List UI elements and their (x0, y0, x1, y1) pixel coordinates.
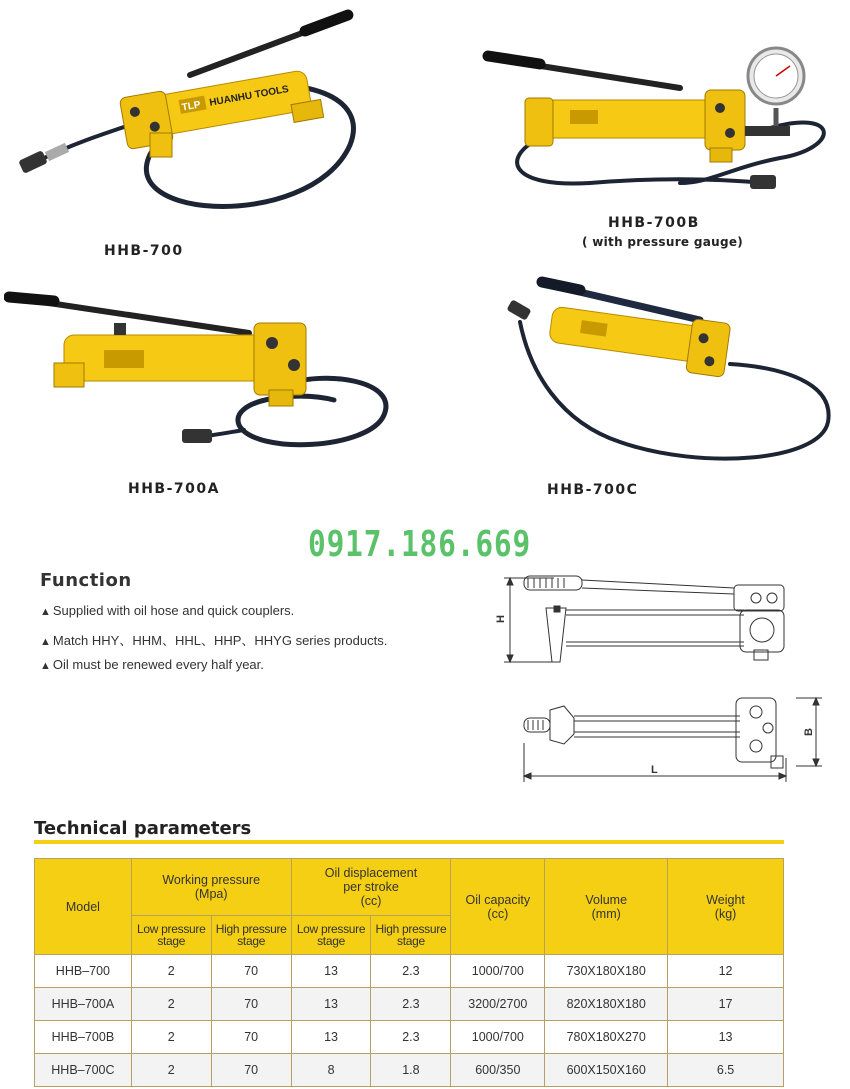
header-high-pressure-stage: High pressure stage (211, 916, 291, 955)
triangle-bullet-icon: ▲ (40, 636, 51, 648)
cell-low-pressure: 2 (131, 955, 211, 988)
header-high-pressure-stage: High pressure stage (371, 916, 451, 955)
cell-high-pressure: 70 (211, 955, 291, 988)
cell-model: HHB–700B (35, 1021, 132, 1054)
table-row (35, 955, 784, 988)
cell-weight: 13 (668, 1021, 784, 1054)
function-item-text: Match HHY、HHM、HHL、HHP、HHYG series products. (52, 633, 388, 648)
header-volume: Volume (mm) (545, 859, 668, 955)
cell-low-displacement: 8 (291, 1054, 371, 1087)
dimension-label-h: H (495, 615, 507, 623)
cell-high-displacement: 2.3 (371, 955, 451, 988)
cell-volume: 600X150X160 (545, 1054, 668, 1087)
cell-model: HHB–700A (35, 988, 132, 1021)
cell-weight: 12 (668, 955, 784, 988)
cell-oil-capacity: 3200/2700 (451, 988, 545, 1021)
header-low-pressure-stage: Low pressure stage (131, 916, 211, 955)
table-row (35, 1021, 784, 1054)
header-oil-capacity: Oil capacity (cc) (451, 859, 545, 955)
cell-high-displacement: 2.3 (371, 1021, 451, 1054)
cell-volume: 780X180X270 (545, 1021, 668, 1054)
cell-high-displacement: 1.8 (371, 1054, 451, 1087)
brand-tag: TLP (181, 99, 202, 114)
dimension-drawing-top-view (516, 688, 832, 788)
cell-oil-capacity: 1000/700 (451, 1021, 545, 1054)
product-image-hhb-700a (4, 285, 404, 460)
contact-phone-number[interactable]: 0917.186.669 (308, 524, 532, 565)
product-image-hhb-700 (10, 5, 360, 235)
product-caption-hhb-700a: HHB-700A (128, 481, 220, 497)
cell-oil-capacity: 1000/700 (451, 955, 545, 988)
product-caption-hhb-700: HHB-700 (104, 243, 184, 259)
header-model: Model (35, 859, 132, 955)
table-row (35, 988, 784, 1021)
header-weight: Weight (kg) (668, 859, 784, 955)
header-oil-displacement: Oil displacement per stroke (cc) (291, 859, 451, 916)
cell-weight: 17 (668, 988, 784, 1021)
table-row (35, 1054, 784, 1087)
header-working-pressure: Working pressure (Mpa) (131, 859, 291, 916)
cell-low-displacement: 13 (291, 1021, 371, 1054)
function-item (40, 603, 294, 618)
cell-model: HHB–700 (35, 955, 132, 988)
product-caption-hhb-700b: HHB-700B (608, 215, 700, 231)
cell-volume: 820X180X180 (545, 988, 668, 1021)
cell-high-pressure: 70 (211, 988, 291, 1021)
cell-high-pressure: 70 (211, 1021, 291, 1054)
product-caption-hhb-700c: HHB-700C (547, 482, 639, 498)
cell-high-pressure: 70 (211, 1054, 291, 1087)
dimension-label-b: B (803, 728, 815, 736)
product-image-hhb-700c (500, 272, 840, 477)
header-low-pressure-stage: Low pressure stage (291, 916, 371, 955)
brand-name: HUANHU TOOLS (208, 83, 290, 109)
product-image-hhb-700b (480, 38, 850, 198)
cell-low-pressure: 2 (131, 1054, 211, 1087)
cell-high-displacement: 2.3 (371, 988, 451, 1021)
dimension-label-l: L (651, 764, 658, 776)
cell-volume: 730X180X180 (545, 955, 668, 988)
cell-low-displacement: 13 (291, 955, 371, 988)
technical-parameters-heading: Technical parameters (34, 818, 252, 839)
function-heading: Function (40, 570, 132, 591)
cell-low-displacement: 13 (291, 988, 371, 1021)
cell-low-pressure: 2 (131, 1021, 211, 1054)
cell-model: HHB–700C (35, 1054, 132, 1087)
function-item-text: Oil must be renewed every half year. (52, 657, 264, 672)
heading-underline (34, 840, 784, 844)
cell-oil-capacity: 600/350 (451, 1054, 545, 1087)
technical-parameters-table (34, 858, 784, 1087)
function-item (40, 657, 264, 672)
function-item-text: Supplied with oil hose and quick couplers. (52, 603, 295, 618)
triangle-bullet-icon: ▲ (40, 660, 51, 672)
triangle-bullet-icon: ▲ (40, 606, 51, 618)
cell-weight: 6.5 (668, 1054, 784, 1087)
function-item (40, 630, 387, 649)
dimension-drawing-side-view (494, 570, 804, 670)
cell-low-pressure: 2 (131, 988, 211, 1021)
product-note-hhb-700b: ( with pressure gauge) (582, 235, 744, 249)
